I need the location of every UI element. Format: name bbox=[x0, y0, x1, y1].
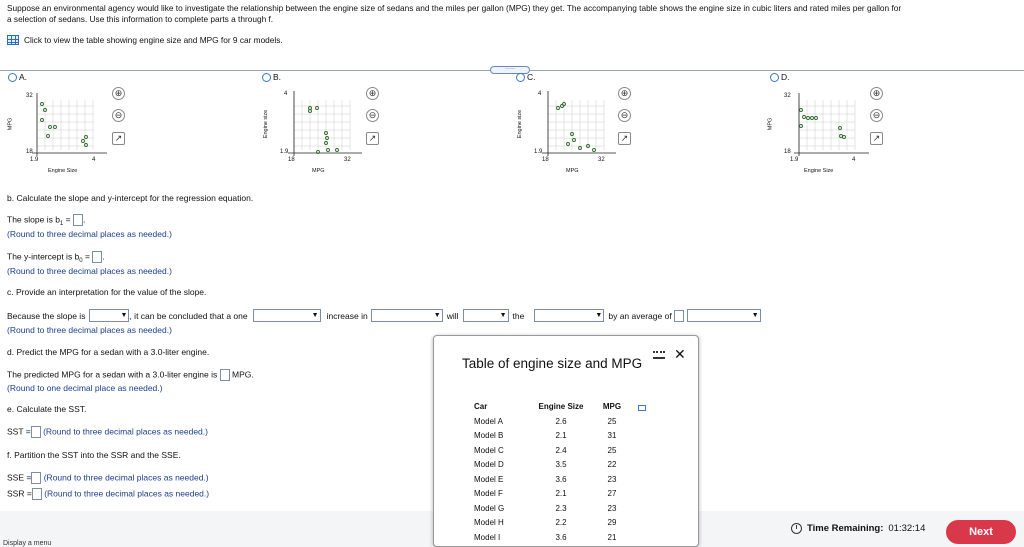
next-button[interactable]: Next bbox=[946, 520, 1016, 544]
scatter-plot-a: 32 18 1.9 4 MPG Engine Size bbox=[7, 93, 96, 174]
average-input[interactable] bbox=[674, 310, 684, 322]
intro-line-1: Suppose an environmental agency would like to investigate the relationship between the engine size of sedans and the miles per gallon (MPG) they get. The accompanying table shows the engine size in cubic liters and rated miles per gallon for bbox=[7, 3, 902, 13]
variable-dropdown[interactable]: ▼ bbox=[371, 309, 443, 322]
table-row: Model B 2.1 31 bbox=[474, 431, 617, 441]
divider-handle[interactable]: ····· bbox=[490, 66, 530, 74]
table-row: Model E 3.6 23 bbox=[474, 474, 617, 484]
intercept-input[interactable] bbox=[92, 251, 102, 263]
slope-line: The slope is $b_1$ = . bbox=[7, 214, 86, 227]
table-icon bbox=[7, 35, 19, 45]
part-b-heading: b. Calculate the slope and y-intercept for the regression equation. bbox=[7, 193, 254, 203]
scatter-plot-c: 4 1.9 18 32 Engine size MPG bbox=[517, 91, 605, 174]
option-c-radio[interactable]: C. bbox=[516, 72, 536, 82]
zoom-in-icon[interactable]: ⊕ bbox=[112, 87, 125, 100]
zoom-out-icon[interactable]: ⊖ bbox=[618, 109, 631, 122]
zoom-out-icon[interactable]: ⊖ bbox=[366, 109, 379, 122]
minimize-icon[interactable] bbox=[653, 351, 665, 359]
units-dropdown[interactable]: ▼ bbox=[687, 309, 761, 322]
enlarge-icon[interactable]: ↗ bbox=[112, 132, 125, 145]
prediction-input[interactable] bbox=[220, 369, 230, 381]
zoom-in-icon[interactable]: ⊕ bbox=[618, 87, 631, 100]
part-e-heading: e. Calculate the SST. bbox=[7, 404, 87, 414]
enlarge-icon[interactable]: ↗ bbox=[870, 132, 883, 145]
direction-dropdown[interactable]: ▼ bbox=[463, 309, 509, 322]
enlarge-icon[interactable]: ↗ bbox=[618, 132, 631, 145]
view-table-link-label: Click to view the table showing engine size and MPG for 9 car models. bbox=[24, 35, 283, 45]
table-row: Model I 3.6 21 bbox=[474, 532, 617, 542]
table-row: Model C 2.4 25 bbox=[474, 445, 617, 455]
option-b-radio[interactable]: B. bbox=[262, 72, 281, 82]
clock-icon bbox=[791, 523, 802, 534]
zoom-out-icon[interactable]: ⊖ bbox=[870, 109, 883, 122]
table-row: Model F 2.1 27 bbox=[474, 489, 617, 499]
table-row: Model H 2.2 29 bbox=[474, 518, 617, 528]
problem-statement bbox=[7, 3, 1017, 25]
slope-sign-dropdown[interactable]: ▼ bbox=[89, 309, 129, 322]
sse-line: SSE = (Round to three decimal places as needed.) bbox=[7, 472, 209, 483]
display-menu-link[interactable]: Display a menu bbox=[3, 540, 52, 547]
zoom-in-icon[interactable]: ⊕ bbox=[870, 87, 883, 100]
table-row: Model A 2.6 25 bbox=[474, 416, 617, 426]
intercept-line: The y-intercept is $b_0$ = . bbox=[7, 251, 105, 264]
zoom-in-icon[interactable]: ⊕ bbox=[366, 87, 379, 100]
part-f-heading: f. Partition the SST into the SSR and the SSE. bbox=[7, 450, 181, 460]
slope-input[interactable] bbox=[73, 214, 83, 226]
slope-interpretation-line: Because the slope is ▼ , it can be concluded that a one ▼ increase in ▼ will ▼ the ▼ by an average of ▼ bbox=[7, 310, 759, 321]
option-a-radio[interactable]: A. bbox=[8, 72, 27, 82]
ssr-line: SSR = (Round to three decimal places as needed.) bbox=[7, 488, 210, 499]
response-dropdown[interactable]: ▼ bbox=[534, 309, 604, 322]
unit-dropdown[interactable]: ▼ bbox=[253, 309, 321, 322]
intro-line-2: a selection of sedans. Use this information to complete parts a through f. bbox=[7, 14, 274, 24]
table-row: Model D 3.5 22 bbox=[474, 460, 617, 470]
data-table: Car Engine Size MPG Model A 2.6 25 Model B 2.1 31 Model C 2.4 25 Model D 3.5 22 Model E 3.6 23 Model F 2.1 27 Model G 2.3 23 Model H 2.2 29 Model I 3.6 21 bbox=[474, 402, 632, 545]
close-icon[interactable]: ✕ bbox=[674, 346, 686, 362]
part-d-heading: d. Predict the MPG for a sedan with a 3.0-liter engine. bbox=[7, 347, 210, 357]
popup-title: Table of engine size and MPG bbox=[462, 356, 643, 371]
view-table-link[interactable] bbox=[7, 35, 283, 45]
enlarge-icon[interactable]: ↗ bbox=[366, 132, 379, 145]
copy-icon[interactable] bbox=[638, 405, 646, 411]
data-table-popup bbox=[433, 335, 699, 547]
prediction-line: The predicted MPG for a sedan with a 3.0-liter engine is MPG. bbox=[7, 369, 254, 380]
sst-input[interactable] bbox=[31, 426, 41, 438]
zoom-out-icon[interactable]: ⊖ bbox=[112, 109, 125, 122]
time-remaining: Time Remaining: 01:32:14 bbox=[791, 523, 925, 534]
scatter-plot-b: 4 1.9 18 32 Engine size MPG bbox=[263, 91, 351, 174]
table-row: Model G 2.3 23 bbox=[474, 503, 617, 513]
sst-line: SST = (Round to three decimal places as needed.) bbox=[7, 426, 208, 437]
sse-input[interactable] bbox=[31, 472, 41, 484]
part-c-heading: c. Provide an interpretation for the value of the slope. bbox=[7, 287, 207, 297]
ssr-input[interactable] bbox=[32, 488, 42, 500]
option-d-radio[interactable]: D. bbox=[770, 72, 790, 82]
scatter-plot-d: 32 18 1.9 4 MPG Engine Size bbox=[767, 93, 856, 174]
